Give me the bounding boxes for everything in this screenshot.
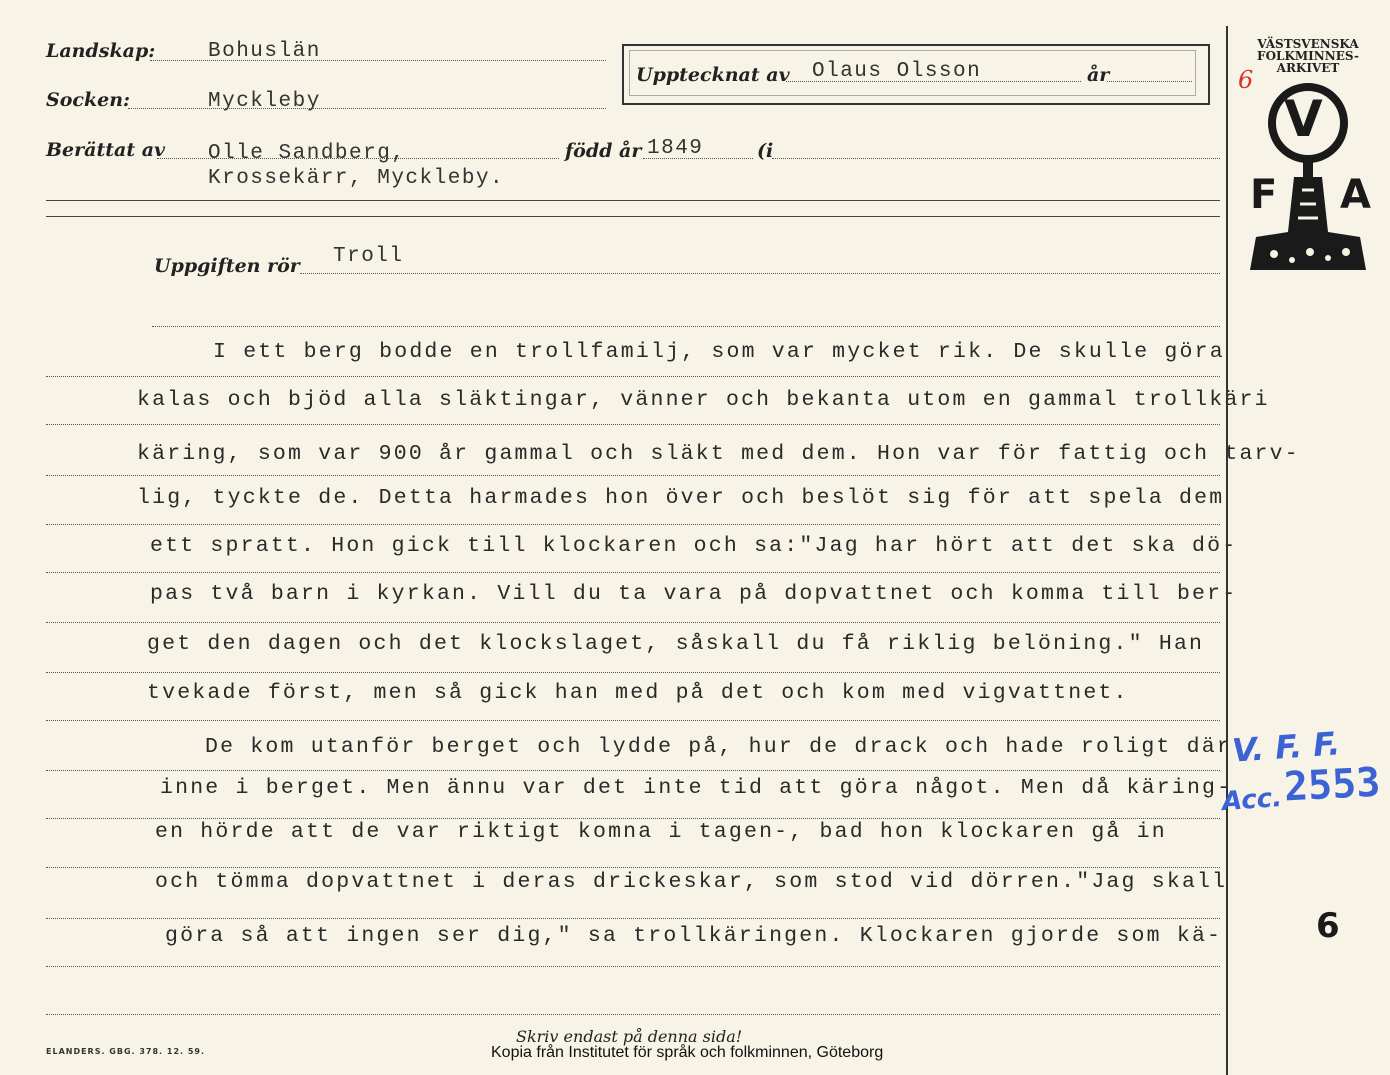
ruled-line xyxy=(46,770,1220,771)
fodd-value: 1849 xyxy=(647,137,704,160)
uppgiften-label: Uppgiften rör xyxy=(154,255,300,277)
ruled-line xyxy=(46,867,1220,868)
ar-label: år xyxy=(1087,64,1110,86)
footer-printer: ELANDERS. GBG. 378. 12. 59. xyxy=(46,1047,206,1056)
ruled-line xyxy=(46,966,1220,967)
archive-name xyxy=(1245,38,1371,74)
ruled-line xyxy=(46,720,1220,721)
body-line-11: en hörde att de var riktigt komna i tagen-, bad hon klockaren gå in xyxy=(155,820,1167,844)
ruled-line xyxy=(46,524,1220,525)
stamp-acc-number: 2553 xyxy=(1282,759,1382,811)
paren-label: (i xyxy=(757,140,774,162)
upptecknat-value: Olaus Olsson xyxy=(812,60,982,83)
margin-rule xyxy=(1226,26,1228,1075)
socken-line xyxy=(128,108,606,109)
berattat-value-2: Krossekärr, Myckleby. xyxy=(208,167,505,190)
red-pencil-number: 6 xyxy=(1238,66,1254,94)
fodd-label: född år xyxy=(565,140,642,162)
footer-copy-notice: Kopia från Institutet för språk och folkminnen, Göteborg xyxy=(491,1044,884,1061)
ruled-line xyxy=(46,376,1220,377)
body-line-5: ett spratt. Hon gick till klockaren och sa:"Jag har hört att det ska dö- xyxy=(150,534,1238,558)
header-rule-top xyxy=(46,200,1220,201)
footer-instruction: Skriv endast på denna sida! xyxy=(516,1027,743,1046)
archive-name-line-3: ARKIVET xyxy=(1276,61,1340,75)
body-line-1: I ett berg bodde en trollfamilj, som var mycket rik. De skulle göra xyxy=(213,340,1225,364)
header-rule-bottom xyxy=(46,216,1220,217)
ruled-line xyxy=(46,622,1220,623)
body-line-4: lig, tyckte de. Detta harmades hon över och beslöt sig för att spela dem xyxy=(137,486,1225,510)
ruled-line xyxy=(46,572,1220,573)
ruled-line xyxy=(46,818,1220,819)
ar-line xyxy=(1107,81,1192,82)
body-line-10: inne i berget. Men ännu var det inte tid att göra något. Men då käring- xyxy=(160,776,1233,800)
ruled-line xyxy=(46,424,1220,425)
socken-value: Myckleby xyxy=(208,90,321,113)
archive-name-line-1: VÄSTSVENSKA xyxy=(1257,37,1359,51)
body-line-8: tvekade först, men så gick han med på det och kom med vigvattnet. xyxy=(147,681,1129,705)
uppgiften-value: Troll xyxy=(333,245,404,268)
archive-logo xyxy=(1248,82,1371,282)
ruled-line xyxy=(46,475,1220,476)
body-line-7: get den dagen och det klockslaget, såskall du få riklig belöning." Han xyxy=(147,632,1205,656)
uppgiften-line xyxy=(300,273,1220,274)
stamp-acc-label: Acc. xyxy=(1221,782,1284,818)
body-line-13: göra så att ingen ser dig," sa trollkäringen. Klockaren gjorde som kä- xyxy=(165,924,1223,948)
ruled-line xyxy=(46,1014,1220,1015)
body-line-3: käring, som var 900 år gammal och släkt med dem. Hon var för fattig och tarv- xyxy=(137,442,1300,466)
body-line-2: kalas och bjöd alla släktingar, vänner och bekanta utom en gammal trollkäri xyxy=(137,388,1270,412)
upptecknat-label: Upptecknat av xyxy=(636,64,790,86)
page-number: 6 xyxy=(1316,906,1340,946)
berattat-label: Berättat av xyxy=(46,139,166,161)
stamp-vff: V. F. F. xyxy=(1230,724,1342,770)
socken-label: Socken: xyxy=(46,89,131,111)
body-line-6: pas två barn i kyrkan. Vill du ta vara på dopvattnet och komma till ber- xyxy=(150,582,1238,606)
landskap-value: Bohuslän xyxy=(208,40,321,63)
logo-f: F xyxy=(1250,172,1278,218)
archive-name-line-2: FOLKMINNES- xyxy=(1257,49,1359,63)
logo-a: A xyxy=(1340,172,1371,218)
body-line-9: De kom utanför berget och lydde på, hur de drack och hade roligt där- xyxy=(205,735,1248,759)
ruled-line-blank xyxy=(152,326,1220,327)
landskap-label: Landskap: xyxy=(46,40,156,62)
logo-v: V xyxy=(1284,90,1323,148)
berattat-value-1: Olle Sandberg, xyxy=(208,142,406,165)
body-line-12: och tömma dopvattnet i deras drickeskar, som stod vid dörren."Jag skall xyxy=(155,870,1228,894)
ruled-line xyxy=(46,918,1220,919)
ruled-line xyxy=(46,672,1220,673)
paren-line xyxy=(772,158,1220,159)
